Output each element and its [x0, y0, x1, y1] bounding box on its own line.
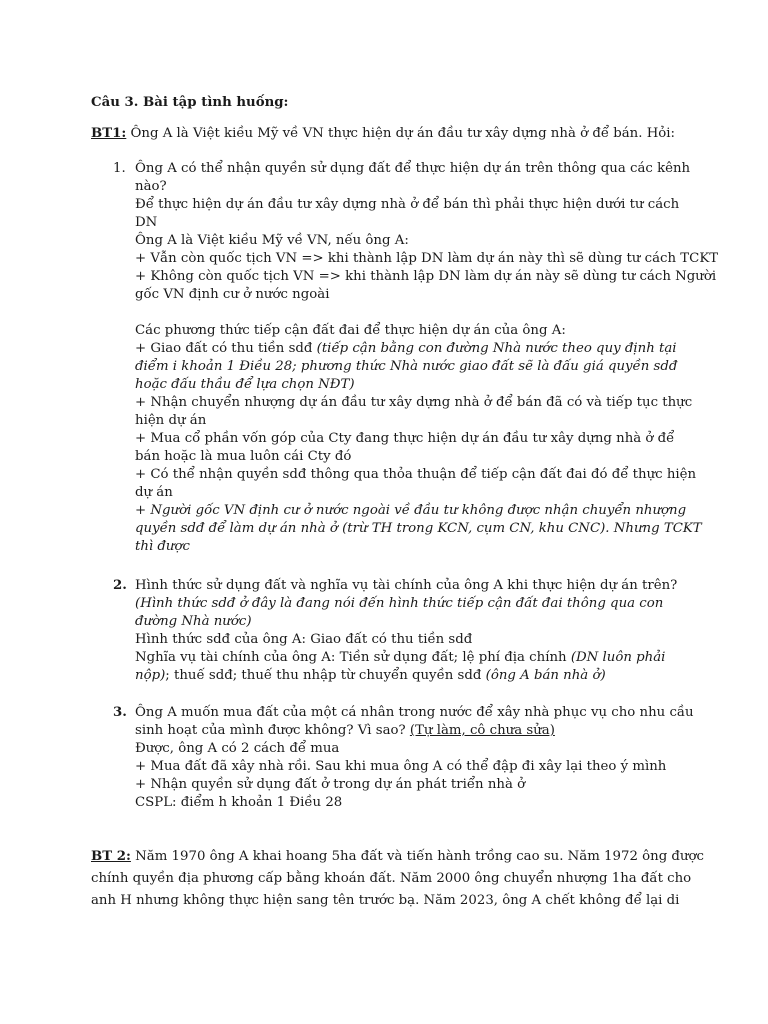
- bt1-label: BT1:: [91, 126, 127, 141]
- bt2-label: BT 2:: [91, 849, 131, 864]
- question-1: [113, 160, 719, 556]
- method-1-note-cont: hoặc đấu thầu để lựa chọn NĐT): [135, 377, 355, 392]
- bt1-text: Ông A là Việt kiều Mỹ về VN thực hiện dự án đầu tư xây dựng nhà ở để bán. Hỏi:: [126, 126, 676, 141]
- q2-note-cont: đường Nhà nước): [135, 614, 252, 629]
- q1-line: + Vẫn còn quốc tịch VN => khi thành lập DN làm dự án này thì sẽ dùng tư cách TCKT: [135, 251, 719, 266]
- q3-self-note: (Tự làm, cô chưa sửa): [409, 723, 555, 738]
- method-1-text: + Giao đất có thu tiền sdđ: [135, 341, 317, 356]
- q1-line: nào?: [135, 179, 167, 194]
- bt2-line: anh H nhưng không thực hiện sang tên trước bạ. Năm 2023, ông A chết không để lại di: [91, 893, 680, 908]
- method-2: + Nhận chuyển nhượng dự án đầu tư xây dựng nhà ở để bán đã có và tiếp tục thực: [135, 395, 693, 410]
- q2-obligations-note: (DN luôn phải: [570, 650, 666, 665]
- bt1-intro: [91, 125, 691, 143]
- question-2: [113, 577, 683, 685]
- method-1-line: [135, 340, 683, 358]
- q1-line: Để thực hiện dự án đầu tư xây dựng nhà ở để bán thì phải thực hiện dưới tư cách: [135, 197, 680, 212]
- bt2-line: [91, 846, 704, 868]
- q2-obligations-text-cont: ; thuế sdđ; thuế thu nhập từ chuyển quyền sdđ: [165, 668, 486, 683]
- method-5-cont: thì được: [135, 539, 190, 554]
- q2-note: (Hình thức sdđ ở đây là đang nói đến hình thức tiếp cận đất đai thông qua con: [135, 596, 664, 611]
- method-5: + Người gốc VN định cư ở nước ngoài về đầu tư không được nhận chuyển nhượng: [135, 503, 687, 518]
- section-heading: Câu 3. Bài tập tình huống:: [91, 95, 289, 110]
- q2-obligations: [135, 649, 683, 667]
- bt2-paragraph: [91, 846, 704, 912]
- question-1-number: 1.: [113, 161, 126, 176]
- method-1-note: (tiếp cận bằng con đường Nhà nước theo quy định tại: [316, 341, 677, 356]
- method-3-cont: bán hoặc là mua luôn cái Cty đó: [135, 449, 352, 464]
- method-3: + Mua cổ phần vốn góp của Cty đang thực hiện dự án đầu tư xây dựng nhà ở để: [135, 431, 675, 446]
- q3-question-text: sinh hoạt của mình được không? Vì sao?: [135, 723, 410, 738]
- method-2-cont: hiện dự án: [135, 413, 207, 428]
- q2-obligations-cont: [135, 667, 683, 685]
- q2-land-form: Hình thức sdđ của ông A: Giao đất có thu tiền sdđ: [135, 632, 473, 647]
- q1-line: + Không còn quốc tịch VN => khi thành lập DN làm dự án này sẽ dùng tư cách Người: [135, 269, 717, 284]
- q1-line: Ông A có thể nhận quyền sử dụng đất để thực hiện dự án trên thông qua các kênh: [135, 161, 691, 176]
- question-2-number: 2.: [113, 578, 127, 593]
- q2-obligations-note-b: (ông A bán nhà ở): [485, 668, 606, 683]
- q2-obligations-note-end: nộp): [135, 668, 166, 683]
- method-4-cont: dự án: [135, 485, 173, 500]
- q3-answer-line: Được, ông A có 2 cách để mua: [135, 741, 340, 756]
- method-5-cont: quyền sdđ để làm dự án nhà ở (trừ TH trong KCN, cụm CN, khu CNC). Nhưng TCKT: [135, 521, 702, 536]
- q2-question: Hình thức sử dụng đất và nghĩa vụ tài chính của ông A khi thực hiện dự án trên?: [135, 578, 678, 593]
- q3-question-cont: [135, 722, 683, 740]
- q1-line: DN: [135, 215, 158, 230]
- question-3: [113, 704, 694, 812]
- blank-line: [135, 304, 683, 322]
- q1-line: gốc VN định cư ở nước ngoài: [135, 287, 330, 302]
- q3-answer-line: + Mua đất đã xây nhà rồi. Sau khi mua ông A có thể đập đi xây lại theo ý mình: [135, 759, 667, 774]
- q3-question: Ông A muốn mua đất của một cá nhân trong nước để xây nhà phục vụ cho nhu cầu: [135, 705, 694, 720]
- methods-title: Các phương thức tiếp cận đất đai để thực hiện dự án của ông A:: [135, 323, 566, 338]
- bt2-text: Năm 1970 ông A khai hoang 5ha đất và tiến hành trồng cao su. Năm 1972 ông được: [130, 849, 704, 864]
- question-3-number: 3.: [113, 705, 127, 720]
- q3-legal-basis: CSPL: điểm h khoản 1 Điều 28: [135, 795, 343, 810]
- q2-obligations-text: Nghĩa vụ tài chính của ông A: Tiền sử dụng đất; lệ phí địa chính: [135, 650, 571, 665]
- q3-answer-line: + Nhận quyền sử dụng đất ở trong dự án phát triển nhà ở: [135, 777, 526, 792]
- q1-line: Ông A là Việt kiều Mỹ về VN, nếu ông A:: [135, 233, 409, 248]
- bt2-line: chính quyền địa phương cấp bằng khoán đất. Năm 2000 ông chuyển nhượng 1ha đất cho: [91, 871, 692, 886]
- method-1-note-cont: điểm i khoản 1 Điều 28; phương thức Nhà nước giao đất sẽ là đấu giá quyền sdđ: [135, 359, 678, 374]
- method-4: + Có thể nhận quyền sdđ thông qua thỏa thuận để tiếp cận đất đai đó để thực hiện: [135, 467, 697, 482]
